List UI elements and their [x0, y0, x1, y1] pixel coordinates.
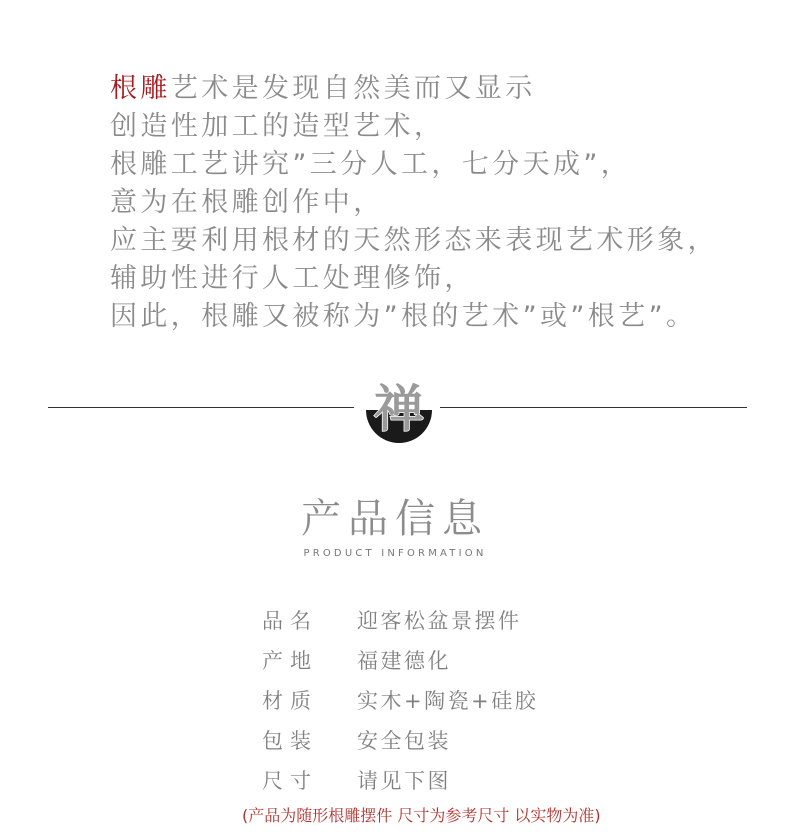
divider-line-left: [48, 407, 354, 408]
divider-line-right: [440, 407, 747, 408]
info-label: 产地: [262, 649, 318, 673]
zen-emblem-icon: [362, 374, 436, 446]
info-value: 迎客松盆景摆件: [357, 609, 522, 633]
intro-line-7: 因此，根雕又被称为”根的艺术”或”根艺”。: [110, 301, 697, 332]
info-value: 福建德化: [357, 649, 451, 673]
info-label: 品名: [262, 609, 318, 633]
info-label: 尺寸: [262, 769, 318, 793]
intro-line-2: 创造性加工的造型艺术，: [110, 111, 445, 142]
info-value: 实木+陶瓷+硅胶: [357, 689, 539, 713]
intro-line-1: [110, 70, 770, 108]
info-value: 安全包装: [357, 729, 451, 753]
intro-line-5: 应主要利用根材的天然形态来表现艺术形象，: [110, 225, 718, 256]
section-subtitle: PRODUCT INFORMATION: [303, 548, 487, 559]
info-label: 包装: [262, 729, 318, 753]
intro-paragraph: [110, 70, 770, 336]
intro-line-6: 辅助性进行人工处理修饰，: [110, 263, 475, 294]
intro-text: 艺术是发现自然美而又显示: [170, 73, 536, 104]
size-disclaimer: (产品为随形根雕摆件 尺寸为参考尺寸 以实物为准): [242, 806, 601, 825]
info-label: 材质: [262, 689, 318, 713]
intro-accent-text: 根雕: [110, 73, 171, 104]
intro-line-4: 意为在根雕创作中，: [110, 187, 384, 218]
intro-line-3: 根雕工艺讲究”三分人工，七分天成”，: [110, 149, 632, 180]
section-title: 产品信息: [301, 496, 489, 542]
zen-character: 禅: [374, 379, 424, 438]
info-value: 请见下图: [357, 769, 451, 793]
